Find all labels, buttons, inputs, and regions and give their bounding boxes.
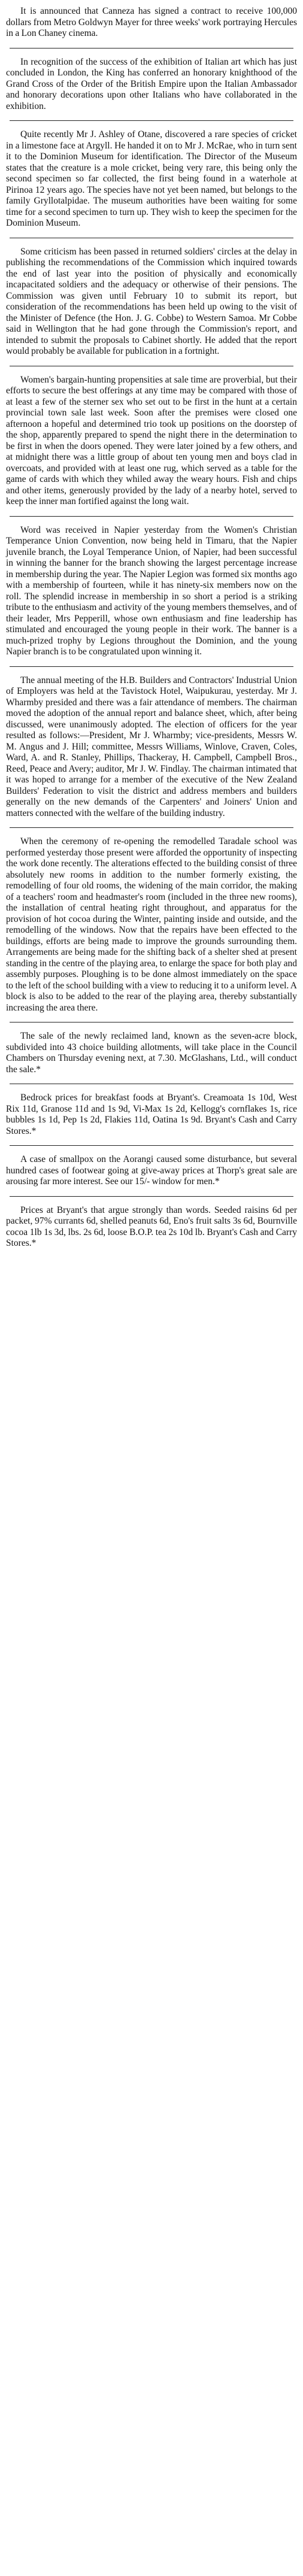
newspaper-column — [6, 0, 297, 1249]
section-divider — [10, 120, 293, 121]
news-paragraph: Quite recently Mr J. Ashley of Otane, discovered a rare species of cricket in a limestone face at Argyll. He handed it on to Mr J. McRae, who in turn sent it to the Dominion Museum for identification. The Director of the Museum states that the creature is a mole cricket, being very rare, this being only the second specimen so far collected, the first being found in a waterhole at Pirinoa 12 years ago. The species have not yet been named, but belongs to the family Gryllotalpidae. The museum authorities have been waiting for some time for a second specimen to turn up. They wish to keep the specimen for the Dominion Museum. — [6, 129, 297, 228]
section-divider — [10, 827, 293, 828]
news-paragraph: The annual meeting of the H.B. Builders and Contractors' Industrial Union of Employers was held at the Tavistock Hotel, Waipukurau, yesterday. Mr J. Wharmby presided and there was a fair attendance of members. The chairman moved the adoption of the annual report and balance sheet, which, after being discussed, were unanimously adopted. The election of officers for the year resulted as follows:—President, Mr J. Wharmby; vice-presidents, Messrs W. M. Angus and J. Hill; committee, Messrs Williams, Winlove, Craven, Coles, Ward, A. and R. Stanley, Phillips, Thackeray, H. Campbell, Campbell Bros., Reed, Peace and Avery; auditor, Mr J. W. Findlay. The chairman intimated that it was hoped to arrange for a member of the executive of the New Zealand Builders' Federation to visit the district and address members and builders generally on the new demands of the Carpenters' and Joiners' Union and matters connected with the welfare of the building industry. — [6, 675, 297, 818]
news-paragraph: When the ceremony of re-opening the remodelled Taradale school was performed yesterday those present were afforded the opportunity of inspecting the work done recently. The alterations effected to the building consist of three absolutely new rooms in addition to the number formerly existing, the remodelling of four old rooms, the widening of the main corridor, the making of a teachers' room and headmaster's room (included in the three new rooms), the installation of central heating right throughout, and apparatus for the provision of hot cocoa during the Winter, painting inside and outside, and the remodelling of the windows. Now that the repairs have been effected to the buildings, efforts are being made to improve the grounds surrounding them. Arrangements are being made for the shifting back of a shelter shed at present standing in the centre of the playing area, to enlarge the space for both play and assembly purposes. Ploughing is to be done almost immediately on the space to the left of the school building with a view to reducing it to a uniform level. A block is also to be added to the rear of the playing area, thereby substantially increasing the area there. — [6, 836, 297, 1013]
news-paragraph: Women's bargain-hunting propensities at sale time are proverbial, but their efforts to secure the best offerings at any time may be compared with those of at least a few of the sterner sex who set out to be first in the hunt at a certain provincial town sale last week. Soon after the premises were closed one afternoon a hopeful and determined trio took up positions on the doorstep of the shop, apparently prepared to spend the night there in the determination to be first in when the doors opened. They were later joined by a few others, and at midnight there was a little group of about ten young men and boys clad in overcoats, and provided with at least one rug, which served as a table for the game of cards with which they whiled away the weary hours. Fish and chips and other items, generously provided by the lady of a nearby hotel, served to keep the inner man fortified against the long wait. — [6, 374, 297, 506]
news-paragraph: Bedrock prices for breakfast foods at Bryant's. Creamoata 1s 10d, West Rix 11d, Granose 11d and 1s 9d, Vi-Max 1s 2d, Kellogg's cornflakes 1s, rice bubbles 1s 1d, Pep 1s 2d, Flakies 11d, Oatina 1s 9d. Bryant's Cash and Carry Stores.* — [6, 1093, 297, 1136]
section-divider — [10, 666, 293, 667]
news-paragraph: It is announced that Canneza has signed a contract to receive 100,000 dollars from Metro Goldwyn Mayer for three weeks' work portraying Hercules in a Lon Chaney cinema. — [6, 6, 297, 38]
news-paragraph: The sale of the newly reclaimed land, known as the seven-acre block, subdivided into 43 choice building allotments, will take place in the Council Chambers on Thursday evening next, at 7.30. McGlashans, Ltd., will conduct the sale.* — [6, 1031, 297, 1075]
news-paragraph: Word was received in Napier yesterday from the Women's Christian Temperance Union Convention, now being held in Timaru, that the Napier juvenile branch, the Loyal Temperance Union, of Napier, had been successful in winning the banner for the branch showing the largest percentage increase in membership during the year. The Napier Legion was formed six months ago with a membership of fourteen, while it has ninety-six members now on the roll. The splendid increase in membership in so short a period is a striking tribute to the enthusiasm and activity of the young members themselves, and of their leader, Mrs Pepperill, whose own enthusiasm and fine leadership has stimulated and encouraged the young people in their work. The banner is a much-prized trophy by Legions throughout the Dominion, and the young Napier branch is to be congratulated upon winning it. — [6, 524, 298, 657]
section-divider — [10, 1196, 293, 1197]
news-paragraph: Some criticism has been passed in returned soldiers' circles at the delay in publishing the recommendations of the Commission which inquired towards the end of last year into the position of physically and economically incapacitated soldiers and the adequacy or otherwise of their pensions. The Commission was given until February 10 to submit its report, but consideration of the recommendations has been held up owing to the visit of the Minister of Defence (the Hon. J. G. Cobbe) to Western Samoa. Mr Cobbe said in Wellington that he had gone through the Commission's report, and intended to submit the proposals to Cabinet shortly. He added that the report would probably be available for publication in a fortnight. — [6, 246, 297, 356]
section-divider — [10, 516, 293, 517]
news-paragraph: A case of smallpox on the Aorangi caused some disturbance, but several hundred cases of footwear going at give-away prices at Thorp's great sale are arousing far more interest. See our 15/- window for men.* — [6, 1154, 297, 1187]
news-paragraph: In recognition of the success of the exhibition of Italian art which has just concluded in London, the King has conferred an honorary knighthood of the Grand Cross of the Order of the British Empire upon the Italian Ambassador and honorary decorations upon other Italians who have collaborated in the exhibition. — [6, 56, 297, 111]
news-paragraph: Prices at Bryant's that argue strongly than words. Seeded raisins 6d per packet, 97% currants 6d, shelled peanuts 6d, Eno's fruit salts 3s 6d, Bournville cocoa 1lb 1s 3d, lbs. 2s 6d, loose B.O.P. tea 2s 10d lb. Bryant's Cash and Carry Stores.* — [6, 1204, 297, 1248]
section-divider — [10, 1145, 293, 1146]
